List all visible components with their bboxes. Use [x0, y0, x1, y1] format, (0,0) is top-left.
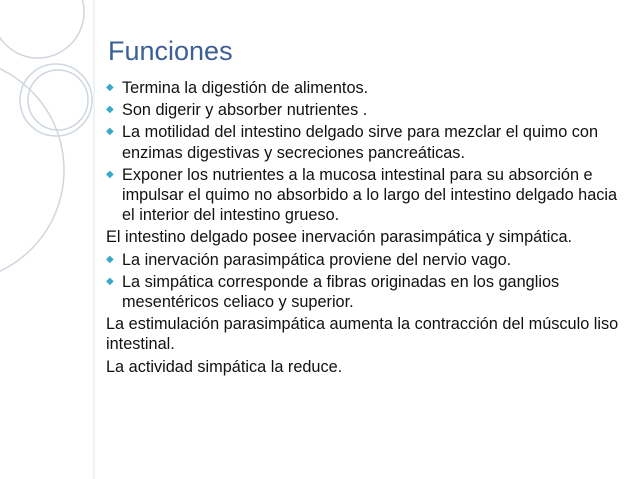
diamond-bullet-icon: ◆: [106, 275, 114, 287]
deco-circle-middle-inner: [28, 70, 88, 130]
paragraph-text: La estimulación parasimpática aumenta la contracción del músculo liso intestinal.: [106, 315, 619, 354]
bullet-item: [106, 165, 621, 226]
bullet-item: [106, 122, 621, 162]
bullet-text: La simpática corresponde a fibras originadas en los ganglios mesentéricos celiaco y superior.: [122, 272, 560, 312]
diamond-bullet-icon: ◆: [106, 168, 114, 180]
bullet-item: [106, 100, 621, 120]
bullet-text: La inervación parasimpática proviene del nervio vago.: [122, 250, 512, 269]
deco-circle-middle-outer: [20, 64, 92, 136]
bullet-item: [106, 78, 621, 98]
deco-circle-large: [0, 58, 64, 282]
diamond-bullet-icon: ◆: [106, 253, 114, 265]
bullet-text: La motilidad del intestino delgado sirve para mezclar el quimo con enzimas digestivas y secreciones pancreáticas.: [122, 123, 599, 162]
paragraph-text: El intestino delgado posee inervación parasimpática y simpática.: [106, 228, 573, 247]
deco-circle-top: [0, 0, 84, 58]
diamond-bullet-icon: ◆: [106, 82, 114, 93]
paragraph-text: La actividad simpática la reduce.: [106, 357, 343, 376]
bullet-text: Termina la digestión de alimentos.: [122, 79, 369, 97]
diamond-bullet-icon: ◆: [106, 126, 114, 138]
slide-content: [106, 76, 621, 377]
bullet-text: Exponer los nutrientes a la mucosa intestinal para su absorción e impulsar el quimo no absorbido a lo largo del intestino delgado hacia el interior del intestino grueso.: [122, 165, 618, 225]
diamond-bullet-icon: ◆: [106, 104, 114, 116]
slide-title: Funciones: [108, 36, 233, 66]
bullet-text: Son digerir y absorber nutrientes .: [122, 101, 368, 120]
bullet-item: [106, 250, 621, 270]
bullet-item: [106, 272, 621, 312]
